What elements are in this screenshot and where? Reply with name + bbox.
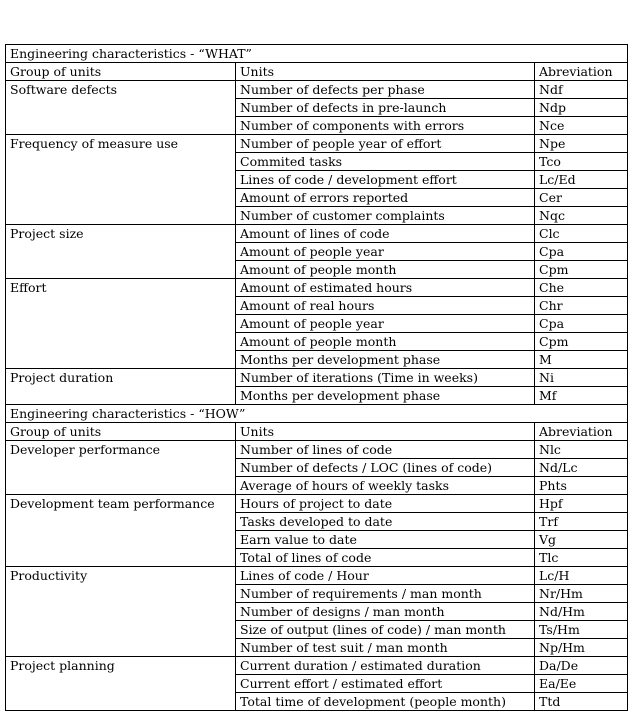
abbreviation-cell: Ndp — [535, 99, 628, 117]
unit-cell: Number of defects per phase — [236, 81, 535, 99]
abbreviation-cell: Clc — [535, 225, 628, 243]
unit-cell: Amount of errors reported — [236, 189, 535, 207]
table-row — [6, 135, 628, 153]
group-name-cell: Project duration — [6, 369, 236, 405]
group-name-cell: Project size — [6, 225, 236, 279]
unit-cell: Lines of code / Hour — [236, 567, 535, 585]
abbreviation-cell: Cpa — [535, 315, 628, 333]
unit-cell: Tasks developed to date — [236, 513, 535, 531]
section-title: Engineering characteristics - “HOW” — [6, 405, 628, 423]
header-row — [6, 423, 628, 441]
unit-cell: Number of defects in pre-launch — [236, 99, 535, 117]
unit-cell: Commited tasks — [236, 153, 535, 171]
abbreviation-cell: Ni — [535, 369, 628, 387]
abbreviation-cell: Cpa — [535, 243, 628, 261]
group-name-cell: Effort — [6, 279, 236, 369]
abbreviation-cell: Nlc — [535, 441, 628, 459]
abbreviation-cell: Nr/Hm — [535, 585, 628, 603]
section-title: Engineering characteristics - “WHAT” — [6, 45, 628, 63]
abbreviation-cell: Tlc — [535, 549, 628, 567]
units-header: Units — [236, 63, 535, 81]
table-row — [6, 567, 628, 585]
unit-cell: Months per development phase — [236, 351, 535, 369]
section-title-row — [6, 405, 628, 423]
table-row — [6, 441, 628, 459]
abbreviation-cell: Npe — [535, 135, 628, 153]
abbreviation-cell: Cpm — [535, 333, 628, 351]
abbreviation-header: Abreviation — [535, 423, 628, 441]
unit-cell: Amount of people year — [236, 243, 535, 261]
unit-cell: Amount of real hours — [236, 297, 535, 315]
unit-cell: Amount of estimated hours — [236, 279, 535, 297]
abbreviation-cell: M — [535, 351, 628, 369]
unit-cell: Amount of people month — [236, 333, 535, 351]
table-row — [6, 657, 628, 675]
table-row — [6, 279, 628, 297]
abbreviation-cell: Da/De — [535, 657, 628, 675]
engineering-characteristics-table — [5, 44, 628, 711]
abbreviation-cell: Nd/Lc — [535, 459, 628, 477]
unit-cell: Current effort / estimated effort — [236, 675, 535, 693]
group-name-cell: Developer performance — [6, 441, 236, 495]
abbreviation-cell: Hpf — [535, 495, 628, 513]
abbreviation-cell: Cer — [535, 189, 628, 207]
unit-cell: Amount of lines of code — [236, 225, 535, 243]
table-row — [6, 81, 628, 99]
abbreviation-cell: Ndf — [535, 81, 628, 99]
abbreviation-cell: Trf — [535, 513, 628, 531]
unit-cell: Number of designs / man month — [236, 603, 535, 621]
abbreviation-cell: Che — [535, 279, 628, 297]
unit-cell: Number of customer complaints — [236, 207, 535, 225]
group-header: Group of units — [6, 63, 236, 81]
group-name-cell: Development team performance — [6, 495, 236, 567]
unit-cell: Number of components with errors — [236, 117, 535, 135]
unit-cell: Lines of code / development effort — [236, 171, 535, 189]
table-row — [6, 225, 628, 243]
unit-cell: Months per development phase — [236, 387, 535, 405]
abbreviation-cell: Vg — [535, 531, 628, 549]
table-row — [6, 369, 628, 387]
unit-cell: Amount of people year — [236, 315, 535, 333]
abbreviation-cell: Lc/Ed — [535, 171, 628, 189]
header-row — [6, 63, 628, 81]
unit-cell: Current duration / estimated duration — [236, 657, 535, 675]
group-name-cell: Productivity — [6, 567, 236, 657]
unit-cell: Size of output (lines of code) / man month — [236, 621, 535, 639]
unit-cell: Average of hours of weekly tasks — [236, 477, 535, 495]
abbreviation-cell: Nd/Hm — [535, 603, 628, 621]
unit-cell: Total of lines of code — [236, 549, 535, 567]
unit-cell: Amount of people month — [236, 261, 535, 279]
unit-cell: Number of lines of code — [236, 441, 535, 459]
abbreviation-cell: Nce — [535, 117, 628, 135]
unit-cell: Hours of project to date — [236, 495, 535, 513]
table-row — [6, 495, 628, 513]
abbreviation-cell: Np/Hm — [535, 639, 628, 657]
unit-cell: Number of requirements / man month — [236, 585, 535, 603]
group-name-cell: Project planning — [6, 657, 236, 711]
abbreviation-cell: Nqc — [535, 207, 628, 225]
group-name-cell: Frequency of measure use — [6, 135, 236, 225]
abbreviation-cell: Ts/Hm — [535, 621, 628, 639]
unit-cell: Number of iterations (Time in weeks) — [236, 369, 535, 387]
abbreviation-cell: Mf — [535, 387, 628, 405]
group-header: Group of units — [6, 423, 236, 441]
unit-cell: Number of test suit / man month — [236, 639, 535, 657]
abbreviation-header: Abreviation — [535, 63, 628, 81]
abbreviation-cell: Lc/H — [535, 567, 628, 585]
unit-cell: Earn value to date — [236, 531, 535, 549]
abbreviation-cell: Phts — [535, 477, 628, 495]
group-name-cell: Software defects — [6, 81, 236, 135]
table-body — [6, 45, 628, 711]
abbreviation-cell: Chr — [535, 297, 628, 315]
unit-cell: Total time of development (people month) — [236, 693, 535, 711]
abbreviation-cell: Tco — [535, 153, 628, 171]
abbreviation-cell: Cpm — [535, 261, 628, 279]
abbreviation-cell: Ea/Ee — [535, 675, 628, 693]
units-header: Units — [236, 423, 535, 441]
unit-cell: Number of defects / LOC (lines of code) — [236, 459, 535, 477]
abbreviation-cell: Ttd — [535, 693, 628, 711]
unit-cell: Number of people year of effort — [236, 135, 535, 153]
section-title-row — [6, 45, 628, 63]
